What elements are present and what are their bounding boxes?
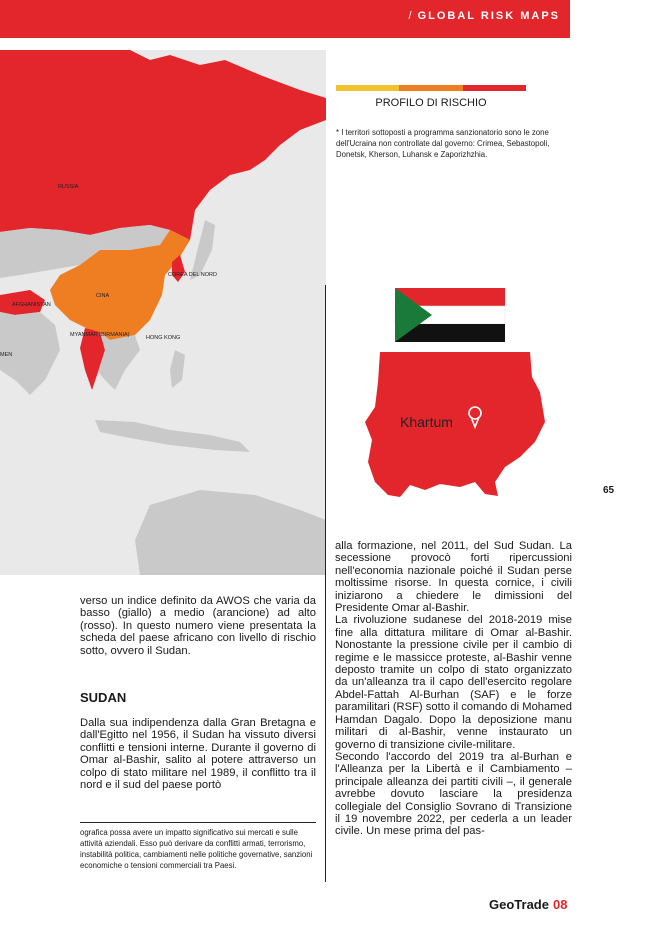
- column-divider: [325, 285, 326, 882]
- city-label-khartum: Khartum: [400, 414, 453, 430]
- sudan-flag: [395, 288, 505, 342]
- header-title: GLOBAL RISK MAPS: [417, 10, 560, 22]
- right-paragraph-3: Secondo l'accordo del 2019 tra al-Burhan e l'Alleanza per la Libertà e il Cambiamento – principale alleanza dei partiti civili –, il generale avrebbe dovuto lasciare la presidenza collegiale del Consiglio Sovrano di Transizione il 19 novembre 2022, per cederla a un leader civile. Un mese prima del pas-: [335, 750, 572, 838]
- page-number: 65: [603, 485, 615, 496]
- note-divider: [80, 822, 316, 823]
- sudan-body-paragraph: Dalla sua indipendenza dalla Gran Bretagna e dall'Egitto nel 1956, il Sudan ha vissuto diversi conflitti e tensioni interne. Durante il governo di Omar al-Bashir, salito al potere attraverso un colpo di stato militare nel 1989, il conflitto tra il nord e il sud del paese portò: [80, 717, 316, 792]
- brand-number: 08: [552, 897, 568, 912]
- risk-low-segment: [336, 85, 399, 91]
- section-heading-sudan: SUDAN: [80, 690, 127, 705]
- risk-high-segment: [463, 85, 526, 91]
- footer-brand: [489, 897, 567, 912]
- intro-paragraph: verso un indice definito da AWOS che varia da basso (giallo) a medio (arancione) ad alto (rosso). In questo numero viene presentata la scheda del paese africano con livello di rischio sotto, ovvero il Sudan.: [80, 595, 316, 657]
- risk-color-bar: [336, 85, 526, 91]
- label-china: CINA: [96, 293, 110, 299]
- label-yemen: MEN: [0, 352, 13, 358]
- header-slash: /: [408, 10, 414, 22]
- label-hongkong: HONG KONG: [146, 335, 181, 341]
- risk-definition-note: ografica possa avere un impatto significativo sui mercati e sulle attività aziendali. Esso può derivare da conflitti armati, terrorismo, instabilità politica, cambiamenti nelle politiche governative, sanzioni economiche o tensioni commerciali tra Paesi.: [80, 828, 313, 870]
- right-paragraph-1: alla formazione, nel 2011, del Sud Sudan. La secessione provocò forti ripercussioni nell'economia nazionale poiché il Sudan perse moltissime risorse. In questa cornice, i civili iniziarono a chiedere le dimissioni del Presidente Omar al-Bashir.: [335, 540, 572, 615]
- label-myanmar: MYANMAR (BIRMANIA): [70, 332, 130, 338]
- brand-name: GeoTrade: [489, 897, 549, 912]
- right-column: [335, 540, 572, 838]
- label-korea: COREA DEL NORD: [168, 272, 218, 278]
- risk-medium-segment: [399, 85, 462, 91]
- right-paragraph-2: La rivoluzione sudanese del 2018-2019 mise fine alla dittatura militare di Omar al-Bashir. Nonostante la pressione civile per il cambio di regime e le massicce proteste, al-Bashir venne deposto tramite un colpo di stato organizzato da un'alleanza tra il capo dell'esercito regolare Abdel-Fattah Al-Burhan (SAF) e le forze paramilitari (RSF) sotto il comando di Mohamed Hamdan Dagalo. Dopo la deposizione manu militari di al-Bashir, venne instaurato un governo di transizione civile-militare.: [335, 614, 572, 751]
- label-afghanistan: AFGHANISTAN: [12, 302, 51, 308]
- section-header: [409, 10, 560, 22]
- asia-risk-map: [0, 50, 326, 575]
- sudan-map-graphic: [340, 282, 560, 512]
- risk-profile-title: PROFILO DI RISCHIO: [375, 97, 487, 109]
- sanctions-footnote: * I territori sottoposti a programma sanzionatorio sono le zone dell'Ucraina non controllate dal governo: Crimea, Sebastopoli, Donetsk, Kherson, Luhansk e Zaporizhzhia.: [336, 128, 550, 159]
- sudan-country-shape: [365, 352, 545, 497]
- label-russia: RUSSIA: [58, 184, 79, 190]
